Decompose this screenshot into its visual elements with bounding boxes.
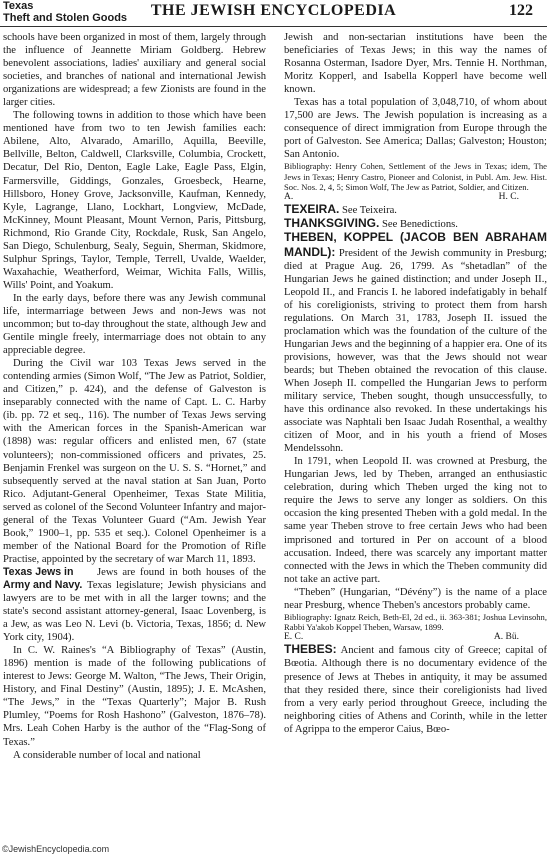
copyright-footer: ©JewishEncyclopedia.com — [2, 844, 110, 854]
entry-text: Ancient and famous city of Greece; capital of Bœotia. Although there is no documentary evidence of the presence of Jews at Thebes in antiquity, it may be assumed that they resided there, since their coreligionists had lived from a very early period throughout Greece, including the neighboring cities of Athens and Corinth, while in the letter of Agrippa to the emperor Caius, Bœo- — [284, 645, 547, 735]
entry-texeira — [284, 203, 547, 217]
signature-right: H. C. — [498, 192, 519, 203]
paragraph: The following towns in addition to those which have been mentioned have from two to ten Jewish families each: Abilene, Alto, Alvarado, Amarillo, Aquilla, Beeville, Bellville, Belton, Caldwell, Clarksville, Columbia, Crockett, Decatur, Del Rio, Denton, Eagle Lake, Eagle Pass, Elgin, Farmersville, Giddings, Gonzales, Groesbeck, Hearne, Hillsboro, Honey Grove, Jacksonville, Kaufman, Kennedy, Kyle, Lagrange, Llano, Lockhart, Longview, McDade, McKinney, Mount Pleasant, Mount Vernon, Paris, Pittsburg, Richmond, Rio Grande City, Rockdale, Rusk, San Angelo, San Diego, Schulenburg, Sealy, Seguin, Sherman, Skidmore, Sulphur Springs, Taylor, Temple, Terrell, Uvalde, Waelder, Waxahachie, Weatherford, Weimar, Wichita Falls, Willis, Wills' Point, and Yoakum. — [3, 110, 266, 291]
paragraph: During the Civil war 103 Texas Jews served in the contending armies (Simon Wolf, “The Jew as Patriot, Soldier, and Citizen,” p. 424), and the defense of Galveston is inseparably connected with the name of Capt. L. C. Harby (ib. pp. 72 et seq., 116). The number of Texas Jews serving with the American forces in the Spanish-American war (1898) was: regular officers and enlisted men, 67 (state volunteers); non-commissioned officers and privates, 25. Benjamin Frenkel was surgeon on the U. S. S. “Hornet,” and subsequently served at the naval station at San Juan, Porto Rico. Adjutant-General Openheimer, Texas State Militia, served as colonel of the Second Volunteer Infantry and major-general of the Texas Volunteer Guard (“Am. Jewish Year Book,” 1900–1, pp. 535 et seq.). Colonel Openheimer is a member of the National Board for the Promotion of Rifle Practise, appointed by the secretary of war March 11, 1893. — [3, 358, 266, 565]
paragraph: Texas has a total population of 3,048,710, of whom about 17,500 are Jews. The Jewish population is increasing as a consequence of direct immigration from Europe through the port of Galveston. See America; Dallas; Galveston; Houston; San Antonio. — [284, 97, 547, 161]
entry-heading: THANKSGIVING. — [284, 216, 380, 231]
running-head-line1: Texas — [3, 0, 34, 12]
paragraph: A considerable number of local and national — [13, 749, 201, 761]
signature-left: A. — [284, 192, 294, 203]
page-number: 122 — [509, 2, 533, 19]
paragraph: Jews are found in both houses of the Texas legislature; Jewish physicians and lawyers are to be met with in all the larger towns; and the state's second assistant attorney-general, Isaac Lovenberg, is a Jew, as was Leo N. Levi (b. Victoria, Texas, 1856; d. New York city, 1904). — [3, 566, 266, 644]
right-column — [284, 31, 547, 736]
signature-left: E. C. — [284, 632, 304, 643]
page-header — [0, 0, 547, 26]
cross-reference: See Benedictions. — [382, 219, 458, 231]
page-title: THE JEWISH ENCYCLOPEDIA — [150, 2, 397, 19]
entry-thebes — [284, 643, 547, 735]
running-head-line2: Theft and Stolen Goods — [3, 12, 128, 24]
entry-thanksgiving — [284, 217, 547, 231]
paragraph: schools have been organized in most of them, largely through the influence of Jeannette Miriam Goldberg. Hebrew benevolent associations, ladies' auxiliary and general social societies, and branches of national and international Jewish organizations are widespread; a few Zionists are found in the larger cities. — [3, 32, 266, 109]
header-rule — [0, 26, 547, 27]
bibliography: Bibliography: Ignatz Reich, Beth-El, 2d ed., ii. 363-381; Joshua Levinsohn, Rabbi Ya'akob Koppel Theben, Warsaw, 1899. — [284, 611, 547, 633]
signature-right: A. Bü. — [493, 632, 519, 643]
paragraph: In C. W. Raines's “A Bibliography of Texas” (Austin, 1896) mention is made of the following publications of interest to Jews: George M. Walton, “The Jews, Their Origin, History, and Final Destiny” (Austin, 1895); J. E. McAshen, “The Jews,” in the “Texas Quarterly”; Major B. Rush Plumley, “Poems for Rosh Hashono” (Galveston, 1876–78). Mrs. Leah Cohen Harby is the author of the “Flag-Song of Texas.” — [3, 645, 266, 748]
left-column — [3, 31, 266, 762]
entry-text: President of the Jewish community in Presburg; died at Prague Aug. 26, 1799. As “shetadlan” of the Hungarian Jews he gained distinction; and under Joseph II., Leopold II., and Francis I. he labored indefatigably in behalf of his coreligionists, striving to protect them from harsh regulations. On March 31, 1783, Joseph II. issued the proclamation which was the foundation of the culture of the Hungarian Jews and the beginning of a happier era. One of its provisions, however, was that the Jews should not wear beards; but Theben obtained the revocation of this clause. When Joseph II. compelled the Hungarian Jews to perform military service, Theben sought, though unsuccessfully, to have this ordinance also revoked. In these undertakings his associate was Naphtali ben Isaac Judah Rosenthal, a wealthy citizen of Moor, and in his youth a friend of Moses Mendelssohn. — [284, 247, 547, 455]
entry-theben — [284, 231, 547, 455]
sidenote: Texas Jews in Army and Navy. — [3, 565, 83, 591]
entry-heading: THEBES: — [284, 642, 337, 657]
bibliography: Bibliography: Henry Cohen, Settlement of the Jews in Texas; idem, The Jews in Texas; Henry Castro, Pioneer and Colonist, in Publ. Am. Jew. Hist. Soc. Nos. 2, 4, 5; Simon Wolf, The Jew as Patriot, Soldier, and Citizen. — [284, 161, 547, 193]
paragraph: Jewish and non-sectarian institutions have been the beneficiaries of Texas Jews; in this way the names of Rosanna Osterman, Isadore Dyer, Mrs. Tennie H. Northman, Moritz Kopperl, and Isabella Kopperl have become well known. — [284, 32, 547, 96]
paragraph: In the early days, before there was any Jewish communal life, intermarriage between Jews and non-Jews was not uncommon; but to-day throughout the state, although Jew and Gentile mingle freely, intermarriage does not obtain to any appreciable degree. — [3, 292, 266, 357]
entry-heading: THEBEN, KOPPEL (JACOB BEN ABRAHAM MANDL): — [284, 230, 547, 259]
paragraph: In 1791, when Leopold II. was crowned at Presburg, the Hungarian Jews, led by Theben, arranged an enthusiastic celebration, during which Theben urged the king not to require the Jews to serve any longer as soldiers. On this occasion the king presented Theben with a gold medal. In the same year Theben strove to free certain Jews who had been imprisoned and tortured in Per on account of a blood accusation. Indeed, there was scarcely any important matter connected with the Jews in which the Theben community did not take an active part. — [284, 456, 547, 585]
paragraph: “Theben” (Hungarian, “Dévény”) is the name of a place near Presburg, whence Theben's ancestors probably came. — [284, 586, 547, 611]
cross-reference: See Teixeira. — [342, 205, 397, 217]
entry-heading: TEXEIRA. — [284, 202, 340, 217]
